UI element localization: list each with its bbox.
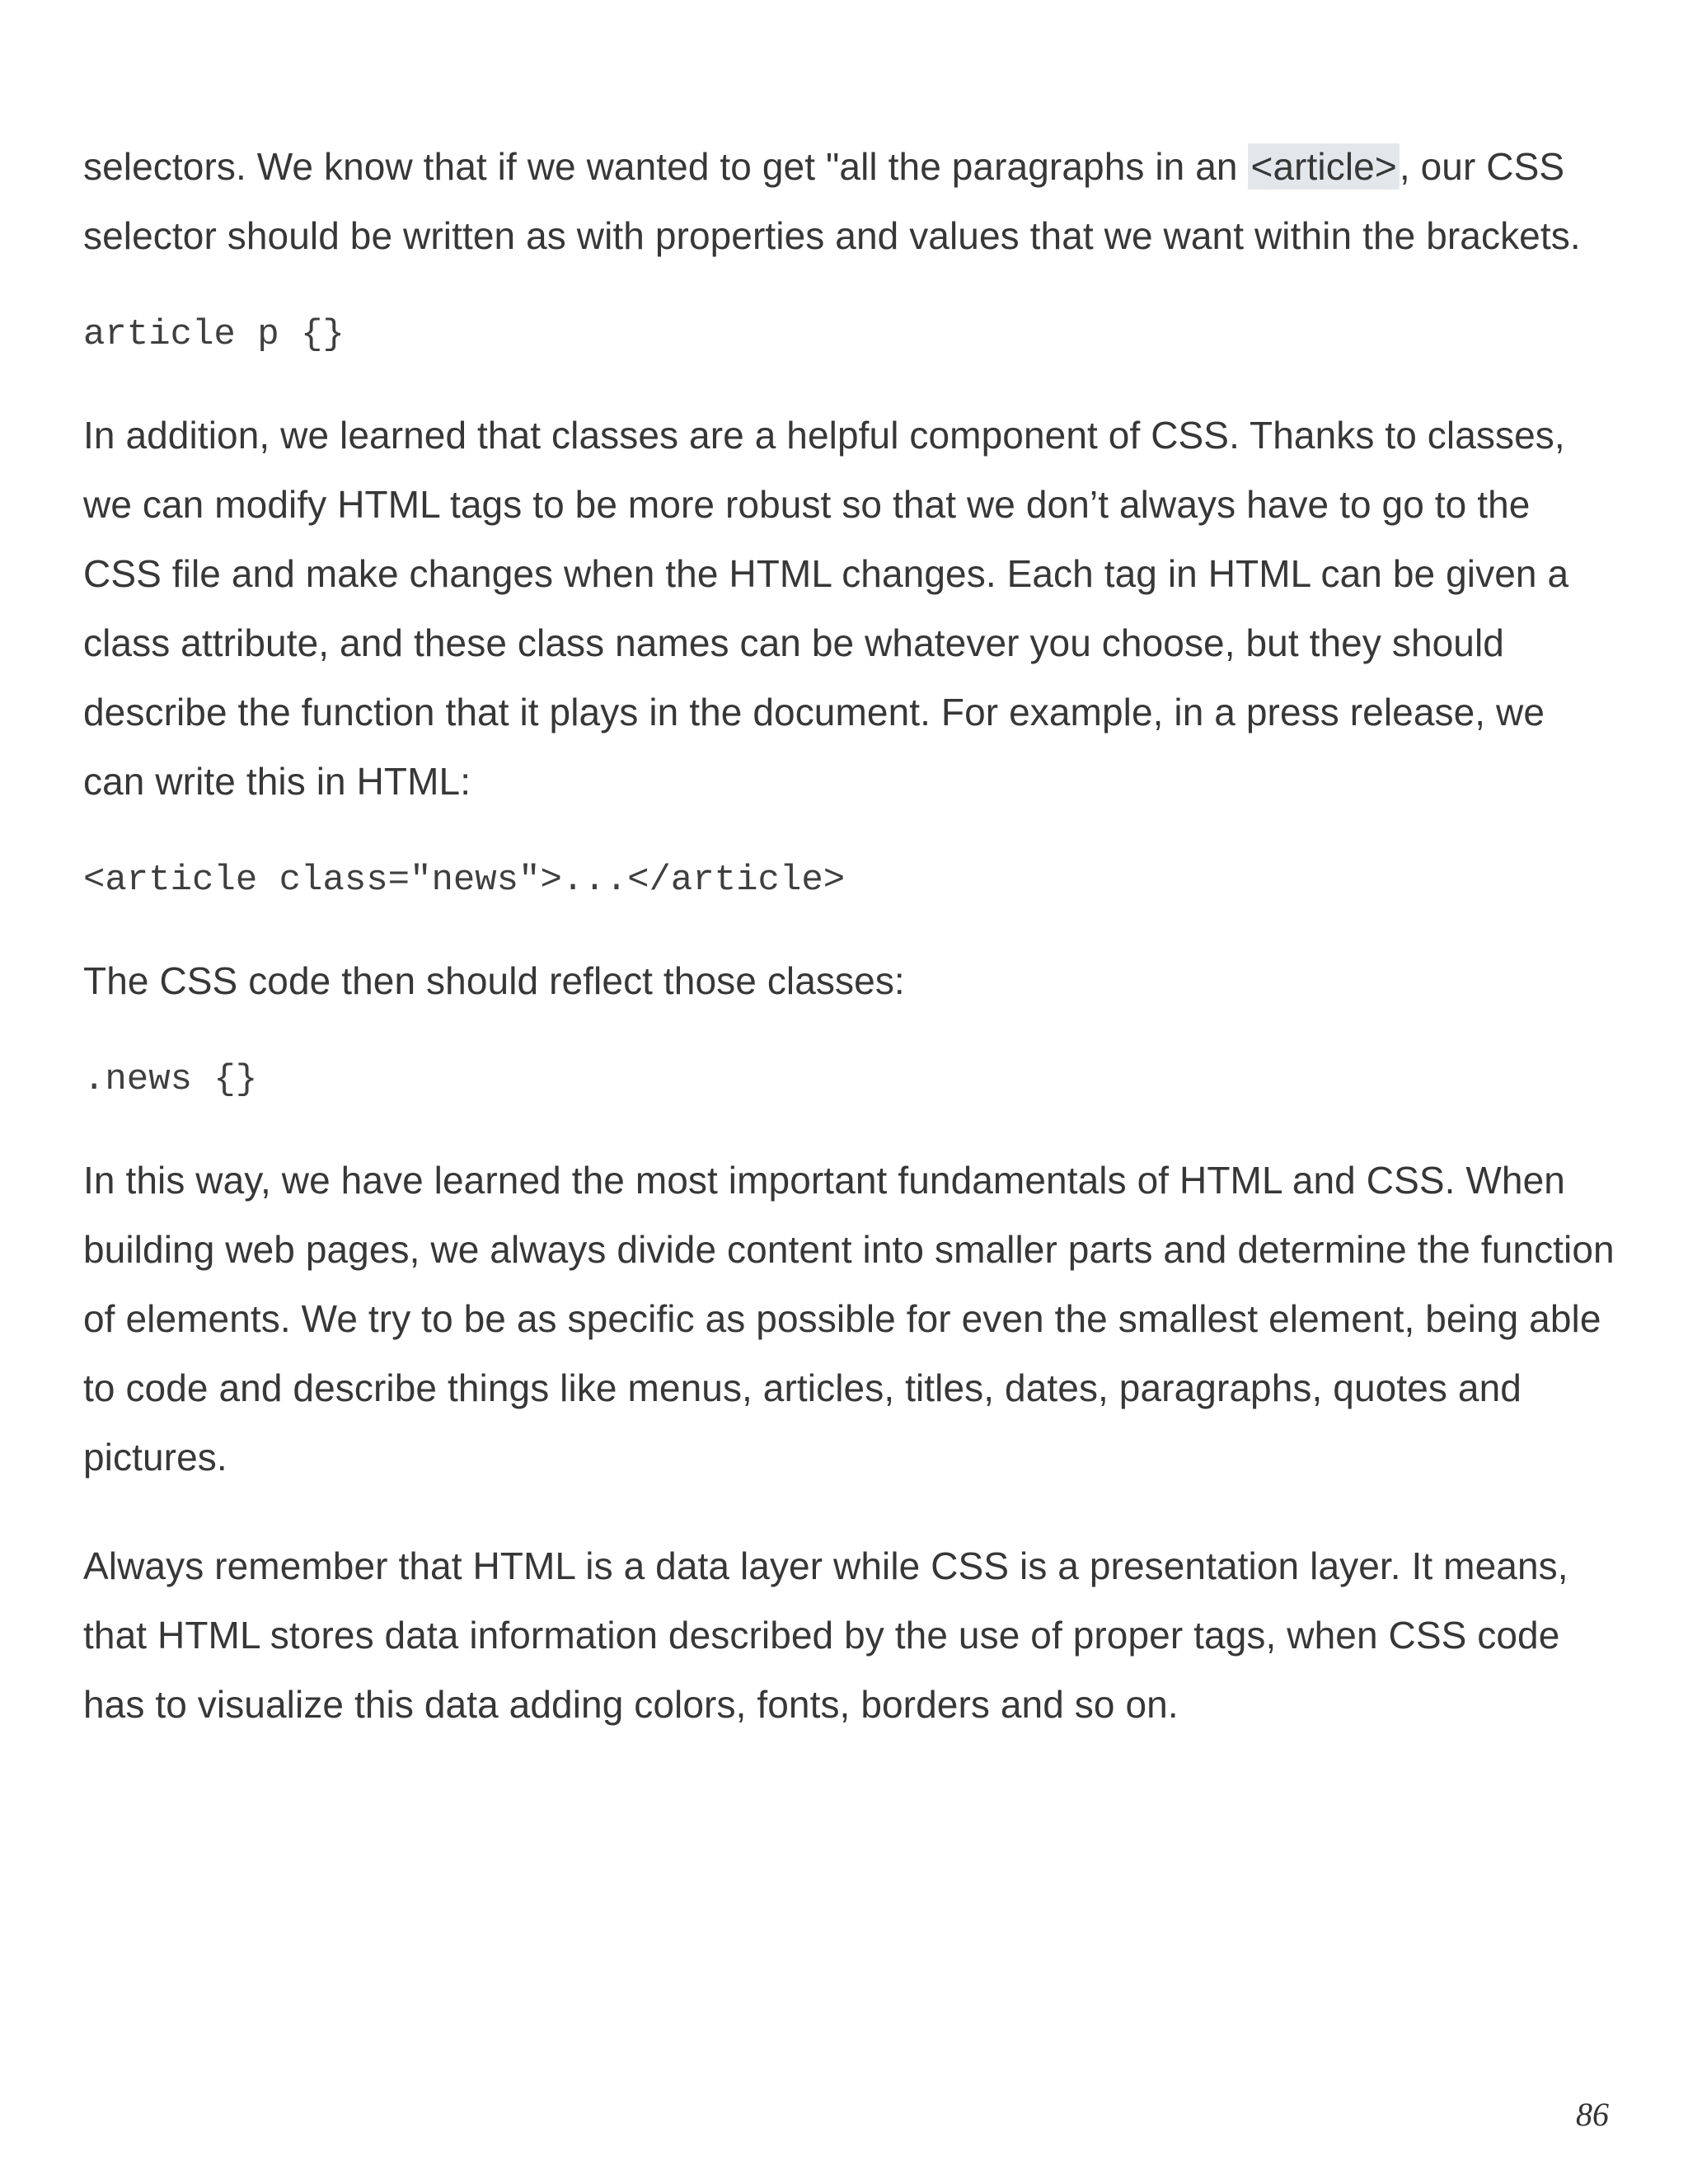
paragraph-css-reflect-classes: The CSS code then should reflect those classes: xyxy=(83,959,905,1002)
paragraph-selectors-text-start: selectors. We know that if we wanted to get "all the paragraphs in an xyxy=(83,145,1249,188)
code-snippet-article-class-news: <article class="news">...</article> xyxy=(83,860,846,901)
code-snippet-article-p: article p {} xyxy=(83,314,345,355)
paragraph-selectors-text-end: , our CSS selector should be written as with properties and values that we want within the brackets. xyxy=(83,145,1581,257)
page-content xyxy=(83,132,1616,1739)
paragraph-fundamentals: In this way, we have learned the most important fundamentals of HTML and CSS. When building web pages, we always divide content into smaller parts and determine the function of elements. We try to be as specific as possible for even the smallest element, being able to code and describe things like menus, articles, titles, dates, paragraphs, quotes and pictures. xyxy=(83,1159,1615,1479)
paragraph-data-presentation-layer: Always remember that HTML is a data layer while CSS is a presentation layer. It means, that HTML stores data information described by the use of proper tags, when CSS code has to visualize this data adding colors, fonts, borders and so on. xyxy=(83,1544,1568,1726)
inline-code-article-tag: <article> xyxy=(1248,143,1399,190)
code-snippet-news-class: .news {} xyxy=(83,1059,258,1100)
paragraph-classes: In addition, we learned that classes are a helpful component of CSS. Thanks to classes, we can modify HTML tags to be more robust so that we don’t always have to go to the CSS file and make changes when the HTML changes. Each tag in HTML can be given a class attribute, and these class names can be whatever you choose, but they should describe the function that it plays in the document. For example, in a press release, we can write this in HTML: xyxy=(83,414,1569,803)
paragraph-selectors xyxy=(83,132,1616,270)
page-number: 86 xyxy=(1576,2096,1609,2133)
